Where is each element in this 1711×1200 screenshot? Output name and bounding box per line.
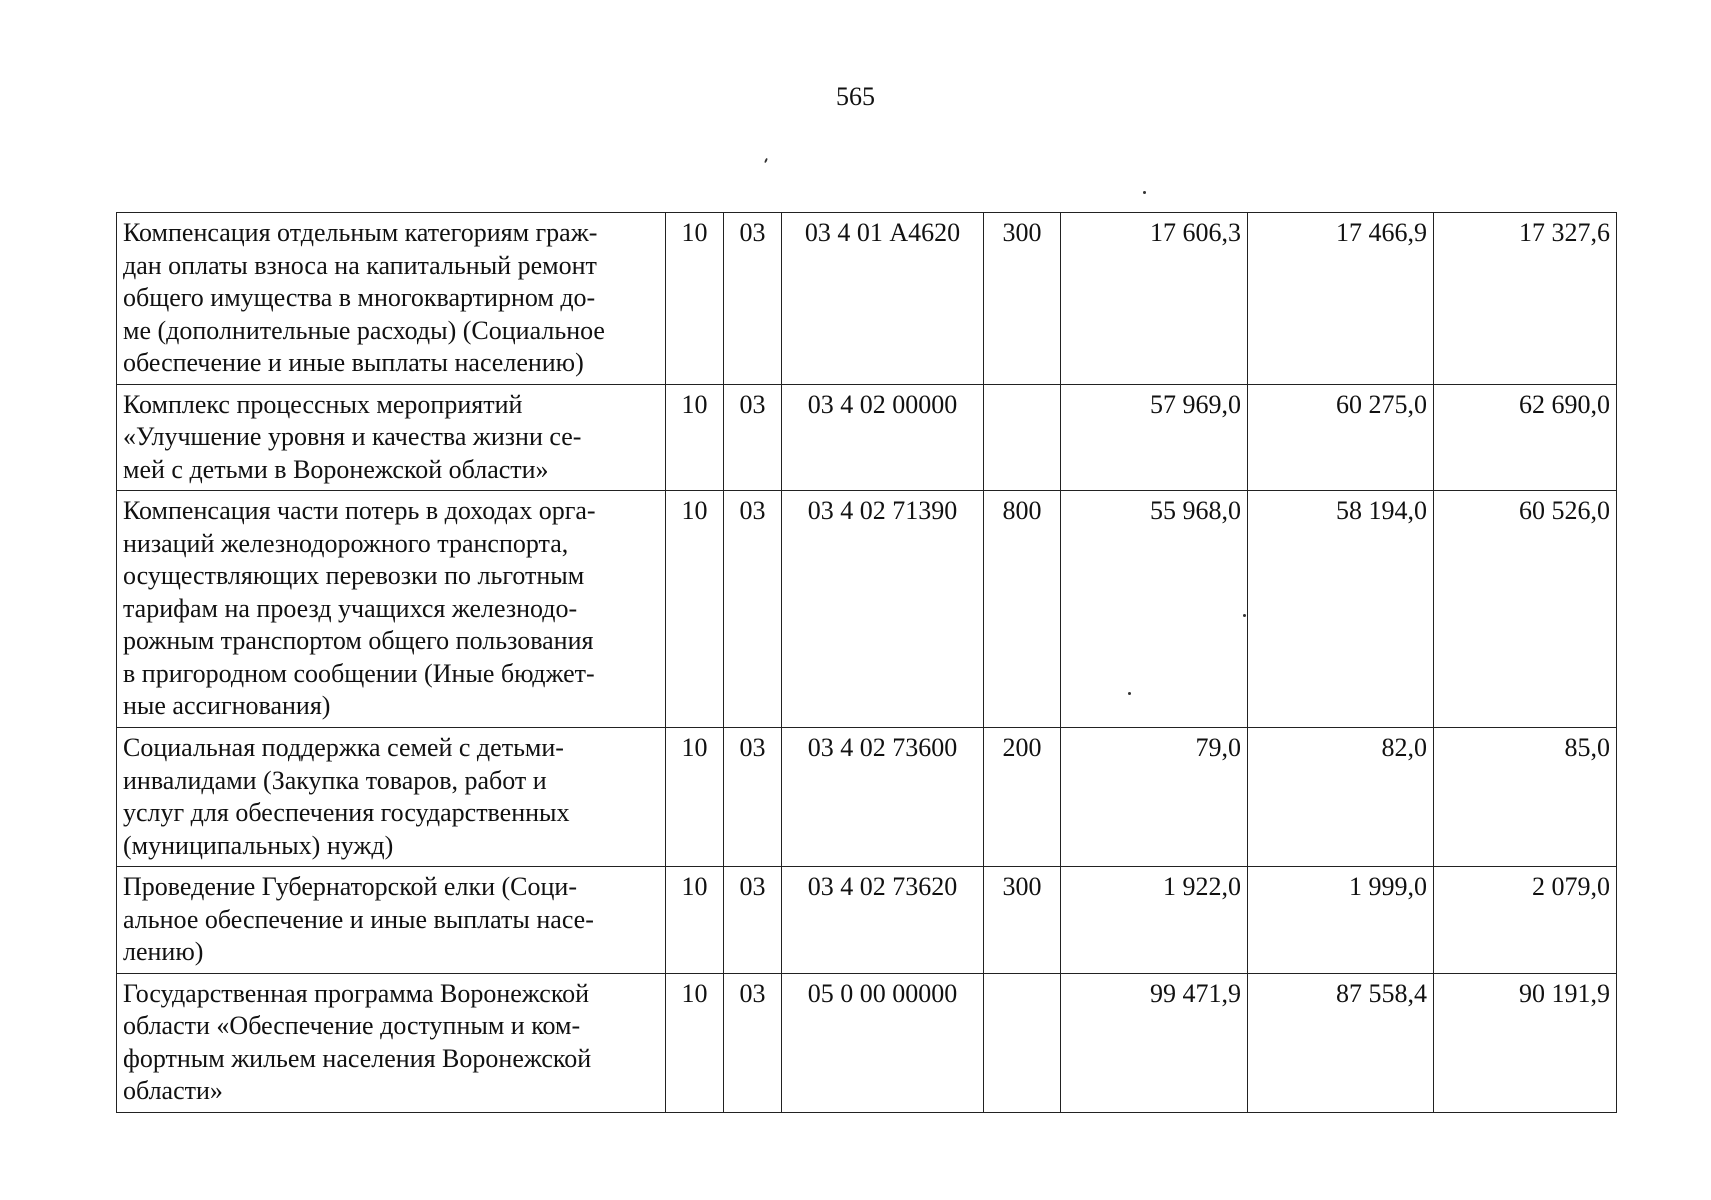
- row-name-line: области»: [123, 1076, 223, 1105]
- row-name-line: услуг для обеспечения государственных: [123, 798, 570, 827]
- row-name-line: Государственная программа Воронежской: [123, 978, 590, 1008]
- amount-year2-cell: 17 466,9: [1248, 213, 1434, 385]
- target-article-cell: 05 0 00 00000: [782, 973, 984, 1112]
- table-row: [117, 384, 1617, 491]
- scan-speck: [1143, 191, 1146, 194]
- expense-type-cell: 200: [984, 728, 1061, 867]
- row-name-line: инвалидами (Закупка товаров, работ и: [123, 765, 547, 795]
- expense-type-cell: [984, 973, 1061, 1112]
- amount-year2-cell: 87 558,4: [1248, 973, 1434, 1112]
- row-name-line: Компенсация отдельным категориям граж-: [123, 218, 598, 247]
- subsection-code-cell: 03: [724, 213, 782, 385]
- section-code-cell: 10: [666, 213, 724, 385]
- row-name-line: ме (дополнительные расходы) (Социальное: [123, 315, 605, 345]
- row-name-line: низаций железнодорожного транспорта,: [123, 528, 569, 558]
- amount-year3-cell: 2 079,0: [1434, 867, 1617, 974]
- row-name-line: фортным жильем населения Воронежской: [123, 1043, 592, 1073]
- row-name-cell: [117, 491, 666, 728]
- row-name-line: Комплекс процессных мероприятий: [123, 389, 523, 419]
- row-name-line: обеспечение и иные выплаты населению): [123, 348, 584, 377]
- amount-year3-cell: 62 690,0: [1434, 384, 1617, 491]
- target-article-cell: 03 4 01 А4620: [782, 213, 984, 385]
- amount-year3-cell: 85,0: [1434, 728, 1617, 867]
- amount-year2-cell: 1 999,0: [1248, 867, 1434, 974]
- amount-year3-cell: 60 526,0: [1434, 491, 1617, 728]
- table-row: [117, 213, 1617, 385]
- amount-year3-cell: 17 327,6: [1434, 213, 1617, 385]
- expense-type-cell: [984, 384, 1061, 491]
- row-name-cell: [117, 213, 666, 385]
- subsection-code-cell: 03: [724, 384, 782, 491]
- amount-year1-cell: 79,0: [1061, 728, 1248, 867]
- row-name-line: Компенсация части потерь в доходах орга-: [123, 496, 596, 525]
- amount-year2-cell: 58 194,0: [1248, 491, 1434, 728]
- row-name-line: области «Обеспечение доступным и ком-: [123, 1011, 581, 1040]
- row-name-line: дан оплаты взноса на капитальный ремонт: [123, 250, 597, 280]
- expense-type-cell: 800: [984, 491, 1061, 728]
- table-body: [117, 213, 1617, 1113]
- budget-table: [116, 212, 1617, 1113]
- section-code-cell: 10: [666, 384, 724, 491]
- amount-year1-cell: 17 606,3: [1061, 213, 1248, 385]
- row-name-cell: [117, 867, 666, 974]
- target-article-cell: 03 4 02 00000: [782, 384, 984, 491]
- table-row: [117, 973, 1617, 1112]
- row-name-line: ные ассигнования): [123, 691, 331, 720]
- section-code-cell: 10: [666, 973, 724, 1112]
- page-number: 565: [836, 82, 875, 111]
- row-name-line: мей с детьми в Воронежской области»: [123, 454, 549, 484]
- row-name-line: (муниципальных) нужд): [123, 830, 394, 860]
- subsection-code-cell: 03: [724, 867, 782, 974]
- target-article-cell: 03 4 02 71390: [782, 491, 984, 728]
- row-name-line: осуществляющих перевозки по льготным: [123, 561, 585, 590]
- amount-year1-cell: 55 968,0: [1061, 491, 1248, 728]
- subsection-code-cell: 03: [724, 973, 782, 1112]
- subsection-code-cell: 03: [724, 728, 782, 867]
- row-name-line: Проведение Губернаторской елки (Соци-: [123, 872, 577, 901]
- row-name-cell: [117, 973, 666, 1112]
- amount-year1-cell: 1 922,0: [1061, 867, 1248, 974]
- row-name-line: тарифам на проезд учащихся железнодо-: [123, 593, 578, 623]
- amount-year3-cell: 90 191,9: [1434, 973, 1617, 1112]
- amount-year2-cell: 82,0: [1248, 728, 1434, 867]
- subsection-code-cell: 03: [724, 491, 782, 728]
- table-row: [117, 728, 1617, 867]
- amount-year1-cell: 57 969,0: [1061, 384, 1248, 491]
- row-name-line: лению): [123, 937, 204, 966]
- row-name-cell: [117, 384, 666, 491]
- row-name-line: рожным транспортом общего пользования: [123, 626, 594, 655]
- section-code-cell: 10: [666, 491, 724, 728]
- row-name-cell: [117, 728, 666, 867]
- amount-year1-cell: 99 471,9: [1061, 973, 1248, 1112]
- row-name-line: в пригородном сообщении (Иные бюджет-: [123, 658, 595, 688]
- row-name-line: альное обеспечение и иные выплаты насе-: [123, 904, 594, 934]
- section-code-cell: 10: [666, 728, 724, 867]
- expense-type-cell: 300: [984, 867, 1061, 974]
- table-row: [117, 867, 1617, 974]
- row-name-line: «Улучшение уровня и качества жизни се-: [123, 422, 582, 451]
- section-code-cell: 10: [666, 867, 724, 974]
- table-row: [117, 491, 1617, 728]
- target-article-cell: 03 4 02 73620: [782, 867, 984, 974]
- amount-year2-cell: 60 275,0: [1248, 384, 1434, 491]
- row-name-line: общего имущества в многоквартирном до-: [123, 283, 596, 312]
- target-article-cell: 03 4 02 73600: [782, 728, 984, 867]
- scan-speck: [764, 158, 768, 163]
- expense-type-cell: 300: [984, 213, 1061, 385]
- row-name-line: Социальная поддержка семей с детьми-: [123, 733, 564, 762]
